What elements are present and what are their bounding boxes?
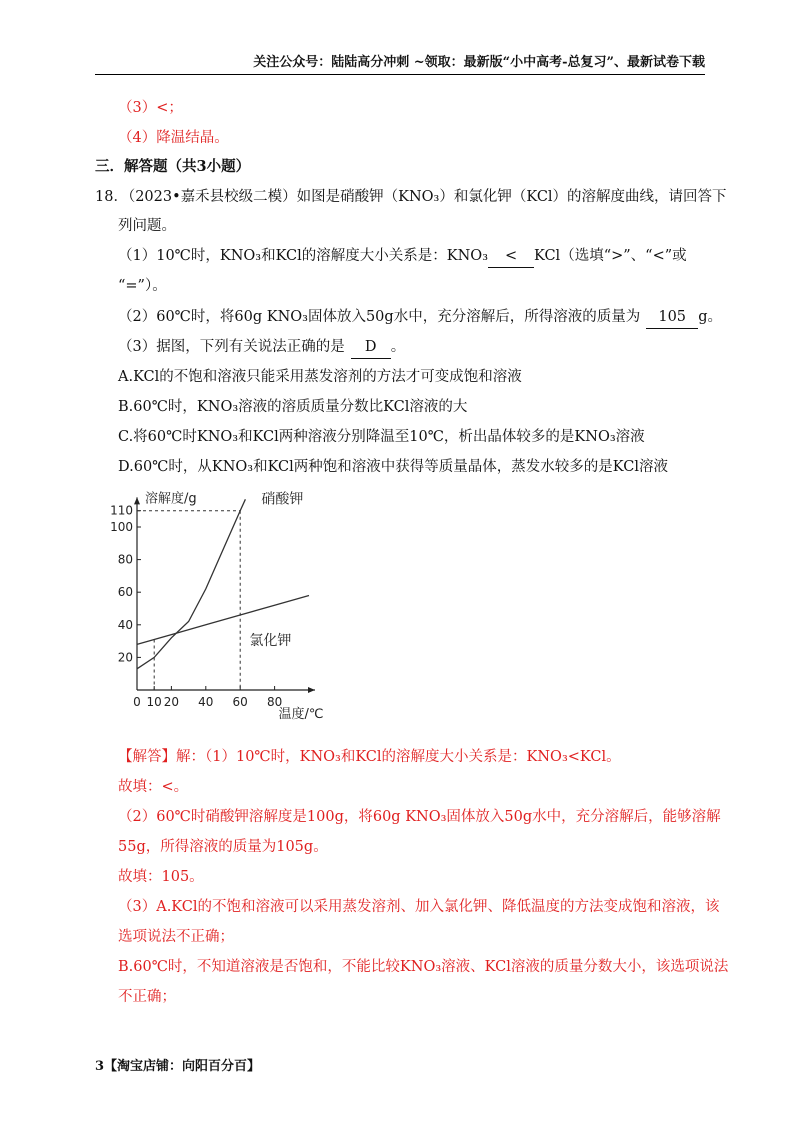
series-label-2: 氯化钾: [249, 632, 292, 649]
answer-line-8: B.60℃时，不知道溶液是否饱和，不能比较KNO₃溶液、KCl溶液的质量分数大小，该选项说法: [118, 959, 729, 975]
part3-text-b: 。: [390, 339, 406, 355]
y-tick-label: 110: [110, 503, 133, 518]
option-c: C.将60℃时KNO₃和KCl两种溶液分别降温至10℃，析出晶体较多的是KNO₃溶液: [118, 429, 645, 445]
x-tick-label: 40: [198, 695, 214, 709]
question-18-part1: [118, 245, 687, 268]
x-tick-label: 0: [133, 695, 141, 709]
series-line-1: [137, 499, 245, 669]
part1-text-b: KCl（选填“>”、“<”或: [534, 248, 687, 264]
part3-answer-blank: D: [351, 336, 391, 359]
part3-text-a: （3）据图，下列有关说法正确的是: [118, 339, 345, 355]
x-tick-label: 60: [232, 695, 248, 709]
section-title: 三．解答题（共3小题）: [95, 158, 251, 175]
question-18-part1-cont: “=”）。: [118, 278, 167, 294]
answer-line-2: 故填：<。: [118, 779, 189, 795]
question-18-stem-cont: 列问题。: [118, 218, 176, 234]
part1-answer-blank: <: [488, 245, 534, 268]
y-tick-label: 20: [117, 650, 133, 665]
option-b: B.60℃时，KNO₃溶液的溶质质量分数比KCl溶液的大: [118, 399, 468, 415]
question-18-part3: [118, 336, 405, 359]
series-label-1: 硝酸钾: [261, 491, 304, 508]
y-axis-label: 溶解度/g: [145, 491, 197, 507]
answer-line-6: （3）A.KCl的不饱和溶液可以采用蒸发溶剂、加入氯化钾、降低温度的方法变成饱和溶液，该: [118, 899, 720, 915]
x-tick-label: 80: [266, 695, 283, 709]
question-18-stem: 18．（2023•嘉禾县校级二模）如图是硝酸钾（KNO₃）和氯化钾（KCl）的溶解度曲线，请回答下: [95, 189, 727, 205]
solubility-chart: [110, 478, 350, 723]
y-tick-label: 100: [110, 520, 133, 534]
option-d: D.60℃时，从KNO₃和KCl两种饱和溶液中获得等质量晶体，蒸发水较多的是KCl溶液: [118, 459, 668, 475]
part2-answer-blank: 105: [646, 306, 698, 329]
part2-text-b: g。: [698, 309, 722, 325]
page-footer: 3【淘宝店铺：向阳百分百】: [95, 1059, 261, 1074]
option-a: A.KCl的不饱和溶液只能采用蒸发溶剂的方法才可变成饱和溶液: [118, 369, 522, 385]
x-axis-label: 温度/℃: [278, 707, 324, 722]
y-tick-label: 40: [117, 617, 133, 632]
answer-line-1: 【解答】解：（1）10℃时，KNO₃和KCl的溶解度大小关系是：KNO₃<KCl。: [118, 749, 621, 765]
prev-answer-3: （3）<；: [118, 100, 183, 116]
x-tick-label: 10: [146, 695, 162, 709]
question-18-part2: [118, 306, 722, 329]
answer-line-5: 故填：105。: [118, 869, 204, 885]
answer-line-4: 55g，所得溶液的质量为105g。: [118, 839, 328, 855]
part1-text-a: （1）10℃时，KNO₃和KCl的溶解度大小关系是：KNO₃: [118, 248, 489, 264]
answer-line-7: 选项说法不正确；: [118, 929, 234, 945]
part2-text-a: （2）60℃时，将60g KNO₃固体放入50g水中，充分溶解后，所得溶液的质量为: [118, 309, 641, 325]
x-tick-label: 20: [163, 695, 180, 709]
y-tick-label: 60: [117, 585, 133, 600]
page-header: 关注公众号：陆陆高分冲刺 ~领取：最新版“小中高考-总复习”、最新试卷下载: [95, 54, 705, 75]
answer-line-9: 不正确；: [118, 989, 176, 1005]
prev-answer-4: （4）降温结晶。: [118, 130, 229, 146]
y-tick-label: 80: [117, 552, 133, 567]
x-axis-arrow: [308, 687, 315, 693]
answer-line-3: （2）60℃时硝酸钾溶解度是100g，将60g KNO₃固体放入50g水中，充分溶解后，能够溶解: [118, 809, 721, 825]
y-axis-arrow: [134, 497, 140, 504]
